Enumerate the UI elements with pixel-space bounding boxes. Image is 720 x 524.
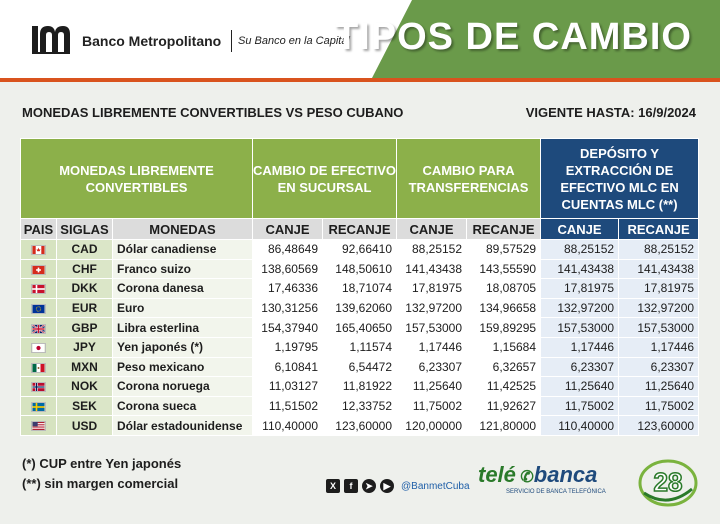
table-row [21, 377, 699, 397]
cash-canje-value: 11,03127 [253, 377, 323, 397]
telegram-icon[interactable]: ➤ [362, 479, 376, 493]
col-cash-recanje: RECANJE [323, 219, 397, 240]
transfer-canje-value: 120,00000 [397, 416, 467, 436]
phone-icon: ✆ [515, 469, 534, 486]
valid-until: VIGENTE HASTA: 16/9/2024 [525, 105, 696, 120]
mlc-recanje-value: 141,43438 [619, 259, 699, 279]
currency-code: DKK [57, 279, 113, 299]
currency-code: SEK [57, 396, 113, 416]
cash-recanje-value: 6,54472 [323, 357, 397, 377]
norway-flag-icon [31, 382, 46, 392]
header-divider [0, 78, 720, 82]
cash-group-header: CAMBIO DE EFECTIVO EN SUCURSAL [253, 139, 397, 219]
cash-canje-value: 154,37940 [253, 318, 323, 338]
transfer-recanje-value: 1,15684 [467, 337, 541, 357]
footnote-mlc: (**) sin margen comercial [22, 476, 179, 491]
exchange-rate-table [20, 138, 699, 436]
sweden-flag-icon [31, 402, 46, 412]
transfer-canje-value: 11,75002 [397, 396, 467, 416]
col-mlc-canje: CANJE [541, 219, 619, 240]
table-row [21, 357, 699, 377]
transfer-canje-value: 88,25152 [397, 240, 467, 260]
japan-flag-icon [31, 343, 46, 353]
transfer-canje-value: 6,23307 [397, 357, 467, 377]
cash-recanje-value: 165,40650 [323, 318, 397, 338]
social-links [326, 478, 470, 494]
mlc-recanje-value: 157,53000 [619, 318, 699, 338]
mlc-recanje-value: 132,97200 [619, 298, 699, 318]
transfer-recanje-value: 6,32657 [467, 357, 541, 377]
cash-recanje-value: 92,66410 [323, 240, 397, 260]
table-row [21, 396, 699, 416]
mlc-recanje-value: 6,23307 [619, 357, 699, 377]
mlc-canje-value: 132,97200 [541, 298, 619, 318]
footnote-yen: (*) CUP entre Yen japonés [22, 456, 182, 471]
currency-code: CAD [57, 240, 113, 260]
facebook-icon[interactable]: f [344, 479, 358, 493]
mlc-recanje-value: 1,17446 [619, 337, 699, 357]
switzerland-flag-icon [31, 265, 46, 275]
mlc-canje-value: 11,25640 [541, 377, 619, 397]
table-row [21, 259, 699, 279]
transfer-recanje-value: 143,55590 [467, 259, 541, 279]
transfer-recanje-value: 89,57529 [467, 240, 541, 260]
currency-name: Franco suizo [113, 259, 253, 279]
cash-canje-value: 86,48649 [253, 240, 323, 260]
currency-code: NOK [57, 377, 113, 397]
mlc-recanje-value: 11,75002 [619, 396, 699, 416]
anniversary-number: 28 [653, 467, 683, 497]
uk-flag-icon [31, 324, 46, 334]
cash-canje-value: 110,40000 [253, 416, 323, 436]
currency-name: Corona noruega [113, 377, 253, 397]
transfer-recanje-value: 159,89295 [467, 318, 541, 338]
youtube-icon[interactable]: ▶ [380, 479, 394, 493]
mlc-canje-value: 110,40000 [541, 416, 619, 436]
currency-name: Yen japonés (*) [113, 337, 253, 357]
mlc-recanje-value: 123,60000 [619, 416, 699, 436]
col-pais: PAIS [21, 219, 57, 240]
cash-recanje-value: 148,50610 [323, 259, 397, 279]
social-handle[interactable]: @BanmetCuba [401, 480, 470, 492]
usa-flag-icon [31, 421, 46, 431]
cash-recanje-value: 11,81922 [323, 377, 397, 397]
bank-name-separator [231, 30, 232, 52]
currency-name: Euro [113, 298, 253, 318]
page-title: TIPOS DE CAMBIO [334, 16, 692, 58]
cash-recanje-value: 1,11574 [323, 337, 397, 357]
cash-canje-value: 1,19795 [253, 337, 323, 357]
mlc-group-header: DEPÓSITO Y EXTRACCIÓN DE EFECTIVO MLC EN CUENTAS MLC (**) [541, 139, 699, 219]
table-subtitle: MONEDAS LIBREMENTE CONVERTIBLES VS PESO CUBANO [22, 105, 404, 120]
currency-name: Peso mexicano [113, 357, 253, 377]
currency-name: Corona sueca [113, 396, 253, 416]
col-monedas: MONEDAS [113, 219, 253, 240]
table-row [21, 318, 699, 338]
currency-code: JPY [57, 337, 113, 357]
anniversary-badge-icon [636, 453, 700, 509]
mlc-recanje-value: 11,25640 [619, 377, 699, 397]
currency-code: MXN [57, 357, 113, 377]
telebanca-word-tele: telé [478, 462, 516, 487]
mlc-recanje-value: 88,25152 [619, 240, 699, 260]
denmark-flag-icon [31, 284, 46, 294]
col-siglas: SIGLAS [57, 219, 113, 240]
currency-name: Dólar estadounidense [113, 416, 253, 436]
cash-canje-value: 17,46336 [253, 279, 323, 299]
cash-canje-value: 11,51502 [253, 396, 323, 416]
canada-flag-icon [31, 245, 46, 255]
transfer-recanje-value: 18,08705 [467, 279, 541, 299]
cash-recanje-value: 123,60000 [323, 416, 397, 436]
col-cash-canje: CANJE [253, 219, 323, 240]
transfer-canje-value: 141,43438 [397, 259, 467, 279]
cash-canje-value: 6,10841 [253, 357, 323, 377]
currency-name: Dólar canadiense [113, 240, 253, 260]
currencies-group-header: MONEDAS LIBREMENTE CONVERTIBLES [21, 139, 253, 219]
table-row [21, 240, 699, 260]
table-row [21, 416, 699, 436]
mlc-canje-value: 88,25152 [541, 240, 619, 260]
mlc-canje-value: 157,53000 [541, 318, 619, 338]
table-row [21, 279, 699, 299]
currency-code: GBP [57, 318, 113, 338]
col-transfer-canje: CANJE [397, 219, 467, 240]
transfers-group-header: CAMBIO PARA TRANSFERENCIAS [397, 139, 541, 219]
table-row [21, 298, 699, 318]
mlc-canje-value: 1,17446 [541, 337, 619, 357]
currency-name: Corona danesa [113, 279, 253, 299]
transfer-canje-value: 11,25640 [397, 377, 467, 397]
eu-flag-icon [31, 304, 46, 314]
x-icon[interactable]: X [326, 479, 340, 493]
mexico-flag-icon [31, 363, 46, 373]
currency-name: Libra esterlina [113, 318, 253, 338]
transfer-canje-value: 132,97200 [397, 298, 467, 318]
telebanca-subtitle: SERVICIO DE BANCA TELEFÓNICA [506, 489, 606, 495]
transfer-recanje-value: 121,80000 [467, 416, 541, 436]
cash-recanje-value: 18,71074 [323, 279, 397, 299]
mlc-canje-value: 17,81975 [541, 279, 619, 299]
transfer-recanje-value: 134,96658 [467, 298, 541, 318]
mlc-canje-value: 6,23307 [541, 357, 619, 377]
transfer-recanje-value: 11,92627 [467, 396, 541, 416]
transfer-canje-value: 1,17446 [397, 337, 467, 357]
mlc-recanje-value: 17,81975 [619, 279, 699, 299]
table-row [21, 337, 699, 357]
bank-slogan: Su Banco en la Capital [238, 35, 350, 47]
mlc-canje-value: 11,75002 [541, 396, 619, 416]
col-mlc-recanje: RECANJE [619, 219, 699, 240]
mlc-canje-value: 141,43438 [541, 259, 619, 279]
cash-recanje-value: 139,62060 [323, 298, 397, 318]
col-transfer-recanje: RECANJE [467, 219, 541, 240]
currency-code: USD [57, 416, 113, 436]
currency-code: EUR [57, 298, 113, 318]
cash-canje-value: 138,60569 [253, 259, 323, 279]
transfer-recanje-value: 11,42525 [467, 377, 541, 397]
cash-canje-value: 130,31256 [253, 298, 323, 318]
telebanca-word-banca: banca [533, 462, 598, 487]
currency-code: CHF [57, 259, 113, 279]
cash-recanje-value: 12,33752 [323, 396, 397, 416]
bank-name: Banco Metropolitano [82, 33, 222, 49]
transfer-canje-value: 157,53000 [397, 318, 467, 338]
bank-logo-icon [30, 22, 72, 58]
telebanca-logo [478, 462, 606, 495]
transfer-canje-value: 17,81975 [397, 279, 467, 299]
